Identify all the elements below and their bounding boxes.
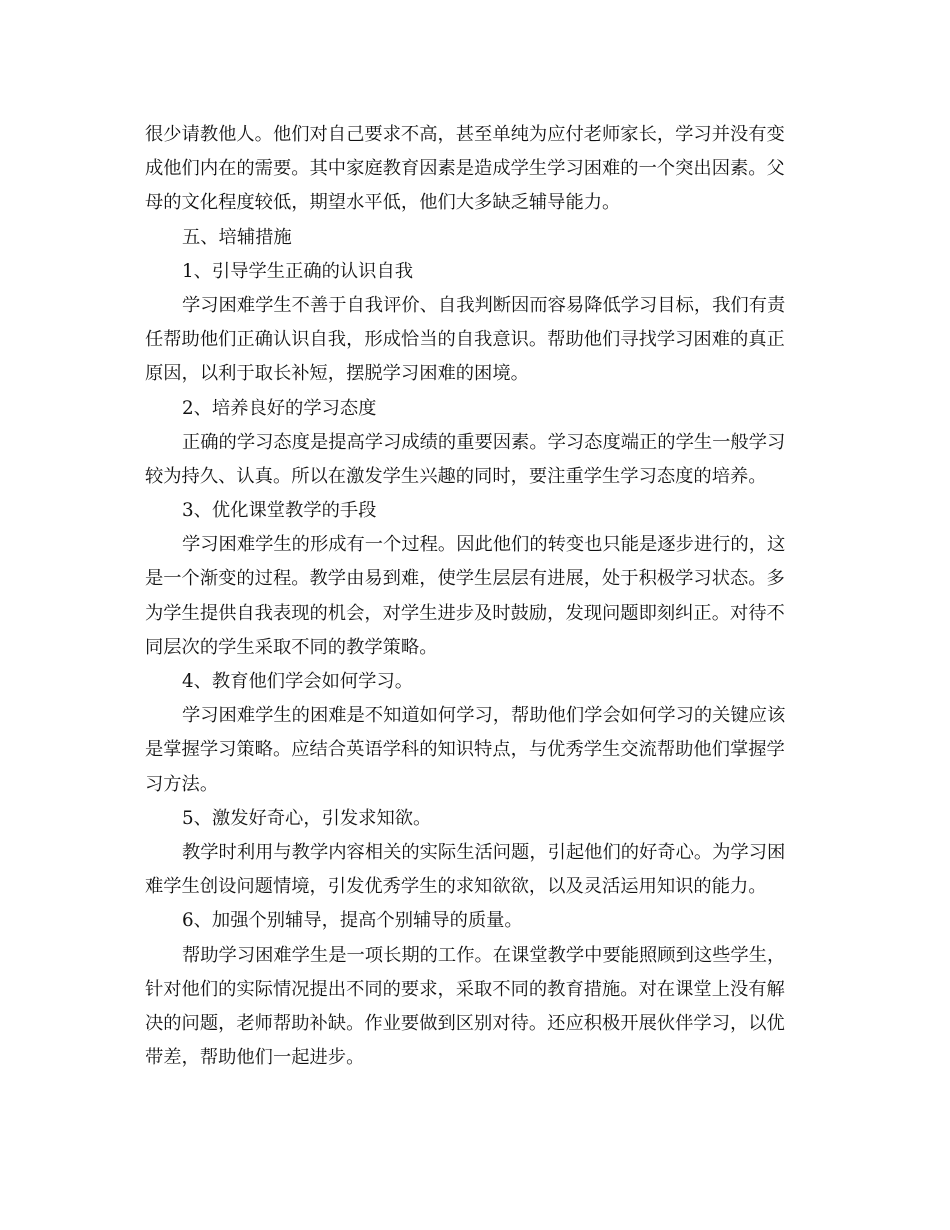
section-heading-line: 5、激发好奇心，引发求知欲。: [182, 807, 432, 829]
paragraph-line: 为学生提供自我表现的机会，对学生进步及时鼓励，发现问题即刻纠正。对待不: [145, 602, 785, 624]
paragraph-line: 很少请教他人。他们对自己要求不高，甚至单纯为应付老师家长，学习并没有变: [145, 124, 785, 145]
paragraph-line: 是一个渐变的过程。教学由易到难，使学生层层有进展，处于积极学习状态。多: [145, 568, 785, 590]
paragraph-line: 难学生创设问题情境，引发优秀学生的求知欲欲，以及灵活运用知识的能力。: [145, 876, 767, 898]
paragraph-line: 母的文化程度较低，期望水平低，他们大多缺乏辅导能力。: [145, 192, 621, 214]
paragraph-line: 原因，以利于取长补短，摆脱学习困难的困境。: [145, 363, 529, 385]
paragraph-line: 针对他们的实际情况提出不同的要求，采取不同的教育措施。对在课堂上没有解: [145, 978, 785, 1000]
paragraph-line: 帮助学习困难学生是一项长期的工作。在课堂教学中要能照顾到这些学生，: [182, 944, 786, 966]
section-heading-line: 3、优化课堂教学的手段: [182, 500, 377, 522]
section-heading-line: 五、培辅措施: [182, 226, 292, 248]
paragraph-line: 较为持久、认真。所以在激发学生兴趣的同时，要注重学生学习态度的培养。: [145, 465, 767, 487]
section-heading-line: 6、加强个别辅导，提高个别辅导的质量。: [182, 910, 523, 932]
section-heading-line: 1、引导学生正确的认识自我: [182, 260, 414, 282]
paragraph-line: 学习困难学生的形成有一个过程。因此他们的转变也只能是逐步进行的，这: [182, 534, 786, 556]
paragraph-line: 学习困难学生的困难是不知道如何学习，帮助他们学会如何学习的关键应该: [182, 705, 786, 727]
paragraph-line: 学习困难学生不善于自我评价、自我判断因而容易降低学习目标，我们有责: [182, 294, 786, 316]
section-heading-line: 2、培养良好的学习态度: [182, 397, 377, 419]
paragraph-line: 习方法。: [145, 773, 219, 795]
paragraph-line: 带差，帮助他们一起进步。: [145, 1047, 365, 1069]
paragraph-line: 任帮助他们正确认识自我，形成恰当的自我意识。帮助他们寻找学习困难的真正: [145, 329, 785, 351]
paragraph-line: 教学时利用与教学内容相关的实际生活问题，引起他们的好奇心。为学习困: [182, 841, 786, 863]
paragraph-line: 同层次的学生采取不同的教学策略。: [145, 636, 438, 658]
paragraph-line: 正确的学习态度是提高学习成绩的重要因素。学习态度端正的学生一般学习: [182, 431, 786, 453]
paragraph-line: 决的问题，老师帮助补缺。作业要做到区别对待。还应积极开展伙伴学习，以优: [145, 1012, 785, 1034]
document-page: [145, 118, 810, 1075]
paragraph-line: 是掌握学习策略。应结合英语学科的知识特点，与优秀学生交流帮助他们掌握学: [145, 739, 785, 761]
section-heading-line: 4、教育他们学会如何学习。: [182, 671, 414, 692]
paragraph-line: 成他们内在的需要。其中家庭教育因素是造成学生学习困难的一个突出因素。父: [145, 158, 785, 180]
